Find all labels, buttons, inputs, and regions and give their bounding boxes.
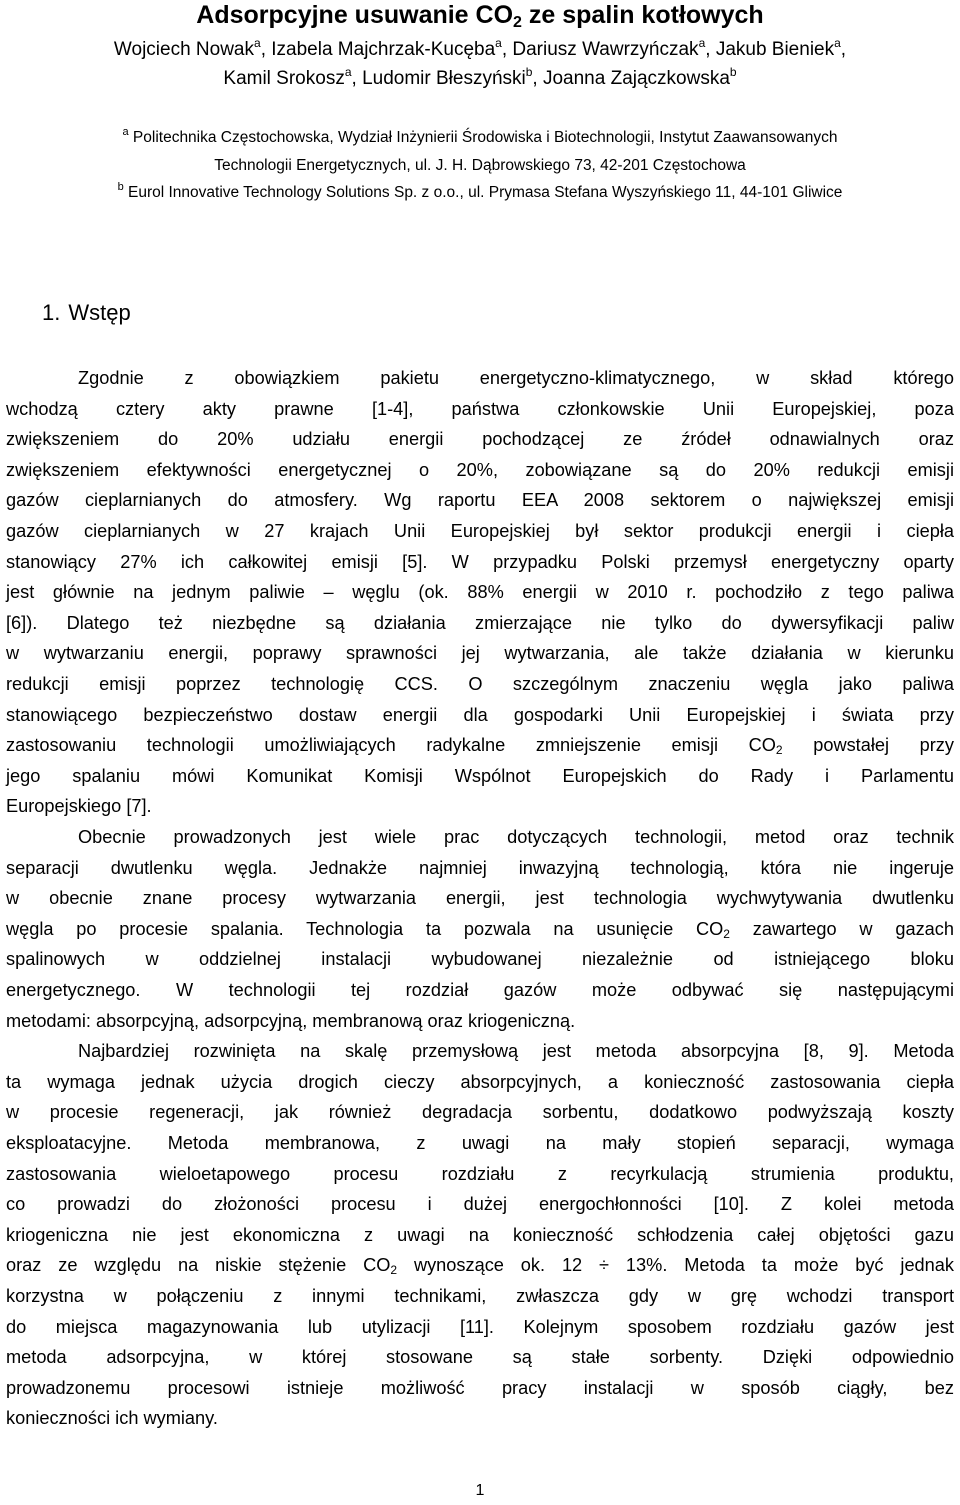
text-line xyxy=(6,791,954,821)
page-number: 1 xyxy=(475,1482,485,1499)
author-affiliation-mark: a xyxy=(344,65,352,79)
text-line-content: ta wymaga jednak użycia drogich cieczy absorpcyjnych, a konieczność zastosowania ciepła xyxy=(6,1071,954,1092)
author-name: Joanna Zajączkowska xyxy=(542,68,730,89)
text-line-content: zastosowania wieloetapowego procesu rozdziału z recyrkulacją strumienia produktu, xyxy=(6,1163,954,1184)
author-separator: , xyxy=(351,68,363,89)
affiliation-a-text-2: Technologii Energetycznych, ul. J. H. Dąbrowskiego 73, 42-201 Częstochowa xyxy=(214,157,746,174)
text-line-content-end: powstałej przy xyxy=(782,735,954,756)
author-separator: , xyxy=(705,39,716,60)
text-line xyxy=(6,516,954,546)
text-line xyxy=(6,547,954,577)
text-line xyxy=(6,485,954,515)
text-line xyxy=(6,1006,954,1036)
text-line-content: [6]). Dlatego też niezbędne są działania zmierzające nie tylko do dywersyfikacji paliw xyxy=(6,612,954,633)
text-line xyxy=(6,638,954,668)
text-line xyxy=(6,761,954,791)
author-affiliation-mark: a xyxy=(254,36,261,50)
text-line xyxy=(6,1189,954,1219)
text-subscript: 2 xyxy=(775,743,783,758)
text-line xyxy=(6,914,954,944)
text-line xyxy=(6,853,954,883)
author-separator: , xyxy=(260,39,272,60)
text-line xyxy=(6,608,954,638)
text-line xyxy=(6,669,954,699)
author-affiliation-mark: a xyxy=(495,36,502,50)
text-line xyxy=(6,1373,954,1403)
text-line-content: metoda adsorpcyjna, w której stosowane są stałe sorbenty. Dzięki odpowiednio xyxy=(6,1347,954,1368)
title-text-end: ze spalin kotłowych xyxy=(521,1,764,29)
author-name: Izabela Majchrzak-Kucęba xyxy=(271,39,496,60)
text-line-content: redukcji emisji poprzez technologię CCS. O szczególnym znaczeniu węgla jako paliwa xyxy=(6,674,954,694)
section-heading xyxy=(42,297,131,329)
author-line-2 xyxy=(0,63,960,95)
affiliation-a-line-1 xyxy=(0,125,960,151)
author-name: Jakub Bieniek xyxy=(715,39,835,60)
text-line xyxy=(6,730,954,760)
text-line-content: jest głównie na jednym paliwie – węglu (ok. 88% energii w 2010 r. pochodziło z tego paliwa xyxy=(6,582,954,603)
text-line xyxy=(6,1281,954,1311)
text-line-content: zastosowaniu technologii umożliwiających radykalne zmniejszenie emisji CO xyxy=(6,735,776,756)
text-line-content: spalinowych w oddzielnej instalacji wybudowanej niezależnie od istniejącego bloku xyxy=(6,949,954,970)
text-line xyxy=(6,424,954,454)
author-affiliation-mark: a xyxy=(698,36,706,50)
affiliation-b-text: Eurol Innovative Technology Solutions Sp. z o.o., ul. Prymasa Stefana Wyszyńskiego 11, 44-101 Gliwice xyxy=(123,184,843,201)
text-line-content: eksploatacyjne. Metoda membranowa, z uwagi na mały stopień separacji, wymaga xyxy=(6,1133,954,1153)
text-line-content-end: wynoszące ok. 12 ÷ 13%. Metoda ta może być jednak xyxy=(397,1255,954,1276)
author-affiliation-mark: b xyxy=(729,65,737,79)
text-line xyxy=(6,1128,954,1158)
author-separator: , xyxy=(532,68,543,89)
text-line xyxy=(6,577,954,607)
text-line xyxy=(78,822,954,852)
paper-title xyxy=(0,0,960,30)
text-line xyxy=(78,363,954,393)
text-line-content: zwiększeniem efektywności energetycznej o 20%, zobowiązane są do 20% redukcji emisji xyxy=(6,459,954,480)
affiliation-mark-a: a xyxy=(122,126,129,138)
text-line-content: Europejskiego [7]. xyxy=(6,796,152,817)
text-line xyxy=(6,455,954,485)
affiliation-b xyxy=(0,180,960,206)
author-line-1 xyxy=(0,34,960,66)
text-line xyxy=(6,1312,954,1342)
text-line-content: jego spalaniu mówi Komunikat Komisji Wspólnot Europejskich do Rady i Parlamentu xyxy=(6,765,954,786)
section-title: Wstęp xyxy=(68,300,131,325)
section-number: 1. xyxy=(42,300,61,325)
text-line xyxy=(6,1250,954,1280)
text-line-content: w wytwarzaniu energii, poprawy sprawności jej wytwarzania, ale także działania w kierunku xyxy=(6,643,954,664)
text-line-content: Najbardziej rozwinięta na skalę przemysłową jest metoda absorpcyjna [8, 9]. Metoda xyxy=(78,1041,954,1062)
text-line xyxy=(6,394,954,424)
text-line xyxy=(6,700,954,730)
text-line-content: w obecnie znane procesy wytwarzania energii, jest technologia wychwytywania dwutlenku xyxy=(6,888,954,909)
text-line-content: separacji dwutlenku węgla. Jednakże najmniej inwazyjną technologią, która nie ingeruje xyxy=(6,857,954,878)
text-line-content: metodami: absorpcyjną, adsorpcyjną, membranową oraz kriogeniczną. xyxy=(6,1010,576,1031)
text-line xyxy=(78,1036,954,1066)
text-subscript: 2 xyxy=(723,926,730,941)
text-line-content: konieczności ich wymiany. xyxy=(6,1408,218,1429)
text-line-content: prowadzonemu procesowi istnieje możliwość pracy instalacji w sposób ciągły, bez xyxy=(6,1377,954,1398)
text-line-content: stanowiącego bezpieczeństwo dostaw energii dla gospodarki Unii Europejskiej i świata przy xyxy=(6,704,954,725)
text-line xyxy=(6,1159,954,1189)
affiliation-mark-b: b xyxy=(117,181,124,193)
author-affiliation-mark: b xyxy=(525,65,533,79)
text-line xyxy=(6,1097,954,1127)
text-line-content: wchodzą cztery akty prawne [1-4], państwa członkowskie Unii Europejskiej, poza xyxy=(6,398,954,419)
text-line-content: korzystna w połączeniu z innymi technikami, zwłaszcza gdy w grę wchodzi transport xyxy=(6,1286,954,1306)
title-text: Adsorpcyjne usuwanie CO xyxy=(196,1,514,29)
title-subscript: 2 xyxy=(513,14,522,31)
author-name: Wojciech Nowak xyxy=(113,39,254,60)
text-line-content: kriogeniczna nie jest ekonomiczna z uwagi na konieczność schłodzenia całej objętości gazu xyxy=(6,1224,954,1245)
text-line-content: gazów cieplarnianych do atmosfery. Wg raportu EEA 2008 sektorem o największej emisji xyxy=(6,490,954,511)
author-separator: , xyxy=(501,39,513,60)
text-line xyxy=(6,1342,954,1372)
text-line-content: do miejsca magazynowania lub utylizacji [11]. Kolejnym sposobem rozdziału gazów jest xyxy=(6,1316,954,1337)
text-line-content: zwiększeniem do 20% udziału energii pochodzącej ze źródeł odnawialnych oraz xyxy=(6,429,954,450)
text-line xyxy=(6,944,954,974)
author-name: Ludomir Błeszyński xyxy=(362,68,526,89)
author-name: Kamil Srokosz xyxy=(223,68,345,89)
text-line xyxy=(6,883,954,913)
text-line-content: gazów cieplarnianych w 27 krajach Unii Europejskiej był sektor produkcji energii i ciepła xyxy=(6,521,954,541)
text-line-content: co prowadzi do złożoności procesu i dużej energochłonności [10]. Z kolei metoda xyxy=(6,1194,954,1215)
text-line-content: Obecnie prowadzonych jest wiele prac dotyczących technologii, metod oraz technik xyxy=(78,827,954,847)
text-line-content: energetycznego. W technologii tej rozdział gazów może odbywać się następującymi xyxy=(6,980,954,1000)
author-affiliation-mark: a xyxy=(834,36,841,50)
text-line xyxy=(6,1403,954,1433)
text-line-content-end: zawartego w gazach xyxy=(729,918,954,939)
text-line-content: stanowiący 27% ich całkowitej emisji [5]. W przypadku Polski przemysł energetyczny oparty xyxy=(6,551,954,572)
text-line-content: węgla po procesie spalania. Technologia ta pozwala na usunięcie CO xyxy=(6,918,724,939)
text-line-content: oraz ze względu na niskie stężenie CO xyxy=(6,1255,391,1276)
author-name: Dariusz Wawrzyńczak xyxy=(512,39,699,60)
text-line xyxy=(6,1067,954,1097)
text-line xyxy=(6,975,954,1005)
affiliation-a-text: Politechnika Częstochowska, Wydział Inżynierii Środowiska i Biotechnologii, Instytut Zaawansowanych xyxy=(128,129,838,146)
affiliation-a-line-2 xyxy=(0,153,960,179)
text-line xyxy=(6,1220,954,1250)
text-line-content: Zgodnie z obowiązkiem pakietu energetyczno-klimatycznego, w skład którego xyxy=(78,368,954,388)
text-line-content: w procesie regeneracji, jak również degradacja sorbentu, dodatkowo podwyższają koszty xyxy=(6,1102,954,1123)
author-separator: , xyxy=(840,39,847,60)
text-subscript: 2 xyxy=(390,1263,398,1278)
